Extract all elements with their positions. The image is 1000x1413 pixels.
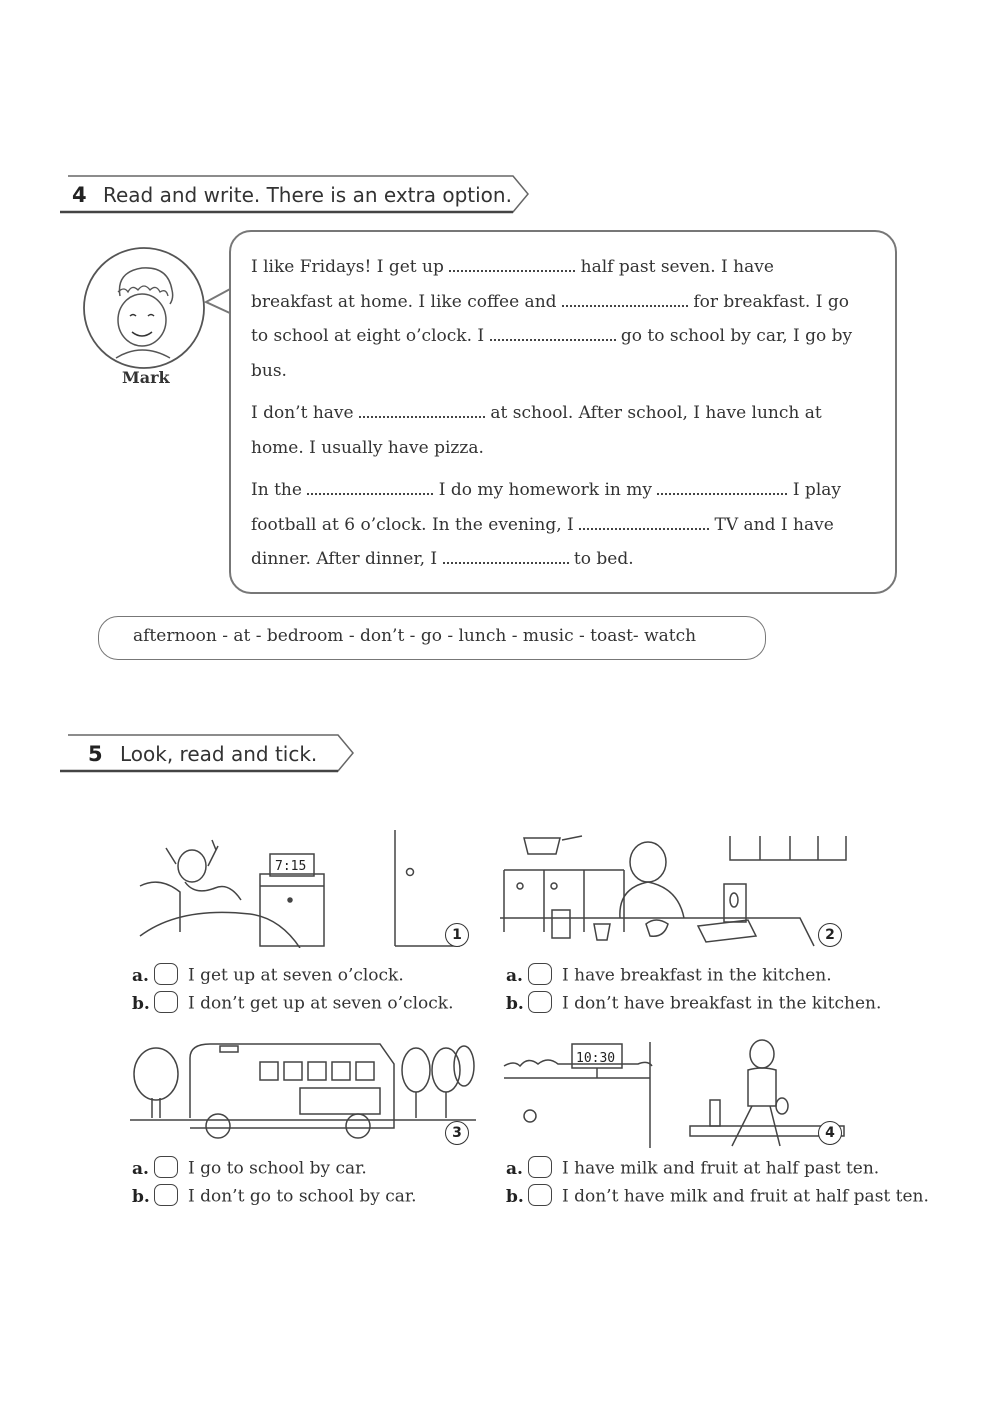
text-segment: to school at eight o’clock. I	[251, 326, 485, 346]
text-segment: at school. After school, I have lunch at	[490, 403, 822, 423]
option-label: b.	[506, 993, 524, 1014]
option-text: I don’t get up at seven o’clock.	[188, 993, 454, 1014]
checkbox-1b[interactable]	[154, 991, 178, 1013]
option-3a	[132, 1158, 367, 1180]
text-segment: home. I usually have pizza.	[251, 437, 484, 458]
option-text: I have milk and fruit at half past ten.	[562, 1158, 880, 1179]
bedroom-illustration	[130, 826, 476, 948]
option-text: I don’t have milk and fruit at half past ten.	[562, 1186, 929, 1207]
picture-number-badge: 1	[445, 923, 469, 947]
text-segment: half past seven. I have	[580, 257, 774, 277]
text-segment: dinner. After dinner, I	[251, 549, 438, 569]
option-label: a.	[132, 1158, 149, 1179]
checkbox-4a[interactable]	[528, 1156, 552, 1178]
park-illustration	[500, 1036, 850, 1148]
option-text: I have breakfast in the kitchen.	[562, 965, 832, 986]
paragraph-3	[251, 473, 881, 577]
text-segment: football at 6 o’clock. In the evening, I	[251, 514, 574, 535]
option-label: b.	[132, 1186, 150, 1207]
text-segment: for breakfast. I go	[693, 291, 849, 312]
option-text: I don’t go to school by car.	[188, 1186, 417, 1207]
checkbox-3a[interactable]	[154, 1156, 178, 1178]
option-text: I go to school by car.	[188, 1158, 367, 1179]
option-text: I don’t have breakfast in the kitchen.	[562, 993, 882, 1014]
bubble-text	[251, 250, 881, 577]
checkbox-3b[interactable]	[154, 1184, 178, 1206]
text-segment: TV and I have	[714, 514, 834, 535]
checkbox-2b[interactable]	[528, 991, 552, 1013]
text-segment: In the	[251, 480, 302, 500]
exercise-instruction: Look, read and tick.	[120, 742, 318, 766]
blank-field-4[interactable]	[359, 402, 485, 418]
option-label: a.	[506, 965, 523, 986]
text-segment: I like Fridays! I get up	[251, 257, 444, 277]
text-segment: breakfast at home. I like coffee and	[251, 291, 557, 312]
kitchen-illustration	[500, 826, 850, 948]
option-4b	[506, 1186, 929, 1208]
option-label: a.	[132, 965, 149, 986]
blank-field-6[interactable]	[657, 479, 787, 495]
checkbox-4b[interactable]	[528, 1184, 552, 1206]
checkbox-1a[interactable]	[154, 963, 178, 985]
option-label: a.	[506, 1158, 523, 1179]
boy-face-icon	[80, 246, 208, 370]
text-segment: I do my homework in my	[438, 480, 652, 500]
clock-time: 7:15	[275, 859, 307, 874]
exercise-instruction: Read and write. There is an extra option.	[103, 183, 512, 207]
option-2a	[506, 965, 832, 987]
checkbox-2a[interactable]	[528, 963, 552, 985]
text-segment: go to school by car, I go by	[620, 326, 853, 346]
exercise-number: 5	[88, 742, 103, 766]
speech-bubble	[229, 230, 897, 594]
option-1b	[132, 993, 453, 1015]
paragraph-2	[251, 396, 881, 465]
picture-number-badge: 4	[818, 1121, 842, 1145]
character-name: Mark	[122, 368, 170, 387]
blank-field-8[interactable]	[443, 548, 569, 564]
exercise-number: 4	[72, 183, 87, 207]
word-bank	[98, 616, 766, 660]
text-segment: bus.	[251, 360, 287, 381]
option-2b	[506, 993, 881, 1015]
blank-field-5[interactable]	[307, 479, 433, 495]
clock-time: 10:30	[576, 1051, 616, 1066]
paragraph-1	[251, 250, 881, 388]
text-segment: I play	[792, 480, 841, 500]
option-4a	[506, 1158, 879, 1180]
text-segment: to bed.	[573, 549, 634, 569]
blank-field-1[interactable]	[449, 256, 575, 272]
blank-field-3[interactable]	[490, 325, 616, 341]
bus-illustration	[130, 1036, 476, 1148]
picture-number-badge: 2	[818, 923, 842, 947]
option-1a	[132, 965, 404, 987]
option-text: I get up at seven o’clock.	[188, 965, 404, 986]
blank-field-2[interactable]	[562, 291, 688, 307]
option-label: b.	[132, 993, 150, 1014]
option-label: b.	[506, 1186, 524, 1207]
picture-number-badge: 3	[445, 1121, 469, 1145]
text-segment: I don’t have	[251, 403, 354, 423]
word-bank-text: afternoon - at - bedroom - don’t - go - lunch - music - toast- watch	[133, 626, 697, 646]
blank-field-7[interactable]	[579, 514, 709, 530]
option-3b	[132, 1186, 417, 1208]
